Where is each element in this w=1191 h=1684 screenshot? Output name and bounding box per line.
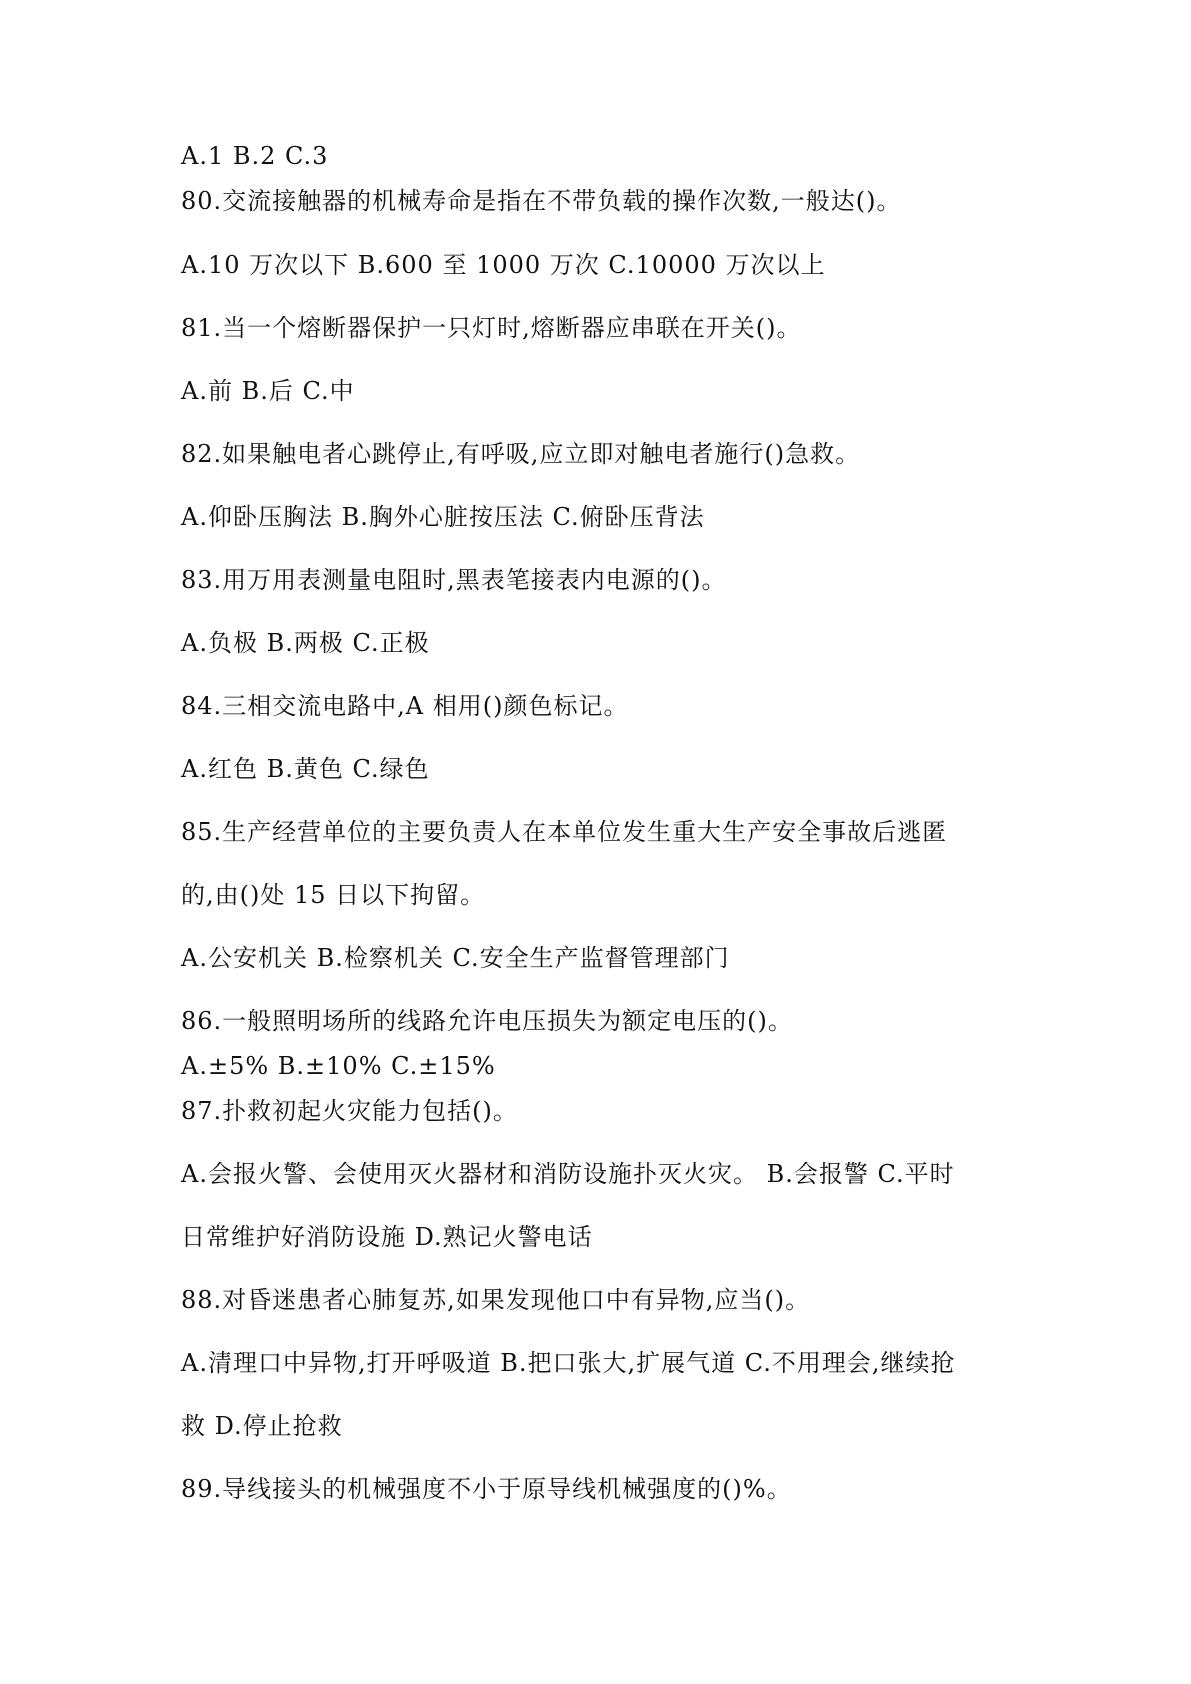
options-q86: A.±5% B.±10% C.±15% [181, 1052, 496, 1080]
options-q84: A.红色 B.黄色 C.绿色 [181, 755, 430, 783]
question-86: 86.一般照明场所的线路允许电压损失为额定电压的()。 [181, 1007, 793, 1035]
question-82: 82.如果触电者心跳停止,有呼吸,应立即对触电者施行()急救。 [181, 440, 861, 468]
question-85-line-2: 的,由()处 15 日以下拘留。 [181, 881, 486, 909]
options-q79: A.1 B.2 C.3 [181, 142, 329, 170]
question-85-line-1: 85.生产经营单位的主要负责人在本单位发生重大生产安全事故后逃匿 [181, 818, 948, 846]
question-88: 88.对昏迷患者心肺复苏,如果发现他口中有异物,应当()。 [181, 1286, 811, 1314]
options-q83: A.负极 B.两极 C.正极 [181, 629, 430, 657]
options-q87-line-2: 日常维护好消防设施 D.熟记火警电话 [181, 1223, 593, 1251]
question-83: 83.用万用表测量电阻时,黑表笔接表内电源的()。 [181, 566, 727, 594]
options-q81: A.前 B.后 C.中 [181, 377, 355, 405]
options-q88-line-2: 救 D.停止抢救 [181, 1412, 343, 1440]
options-q82: A.仰卧压胸法 B.胸外心脏按压法 C.俯卧压背法 [181, 503, 705, 531]
question-89: 89.导线接头的机械强度不小于原导线机械强度的()%。 [181, 1475, 792, 1503]
options-q88-line-1: A.清理口中异物,打开呼吸道 B.把口张大,扩展气道 C.不用理会,继续抢 [181, 1349, 956, 1377]
question-80: 80.交流接触器的机械寿命是指在不带负载的操作次数,一般达()。 [181, 187, 902, 215]
options-q80: A.10 万次以下 B.600 至 1000 万次 C.10000 万次以上 [181, 251, 826, 279]
question-81: 81.当一个熔断器保护一只灯时,熔断器应串联在开关()。 [181, 314, 802, 342]
question-87: 87.扑救初起火灾能力包括()。 [181, 1097, 518, 1125]
question-84: 84.三相交流电路中,A 相用()颜色标记。 [181, 692, 629, 720]
options-q85: A.公安机关 B.检察机关 C.安全生产监督管理部门 [181, 944, 730, 972]
options-q87-line-1: A.会报火警、会使用灭火器材和消防设施扑灭火灾。 B.会报警 C.平时 [181, 1160, 955, 1188]
